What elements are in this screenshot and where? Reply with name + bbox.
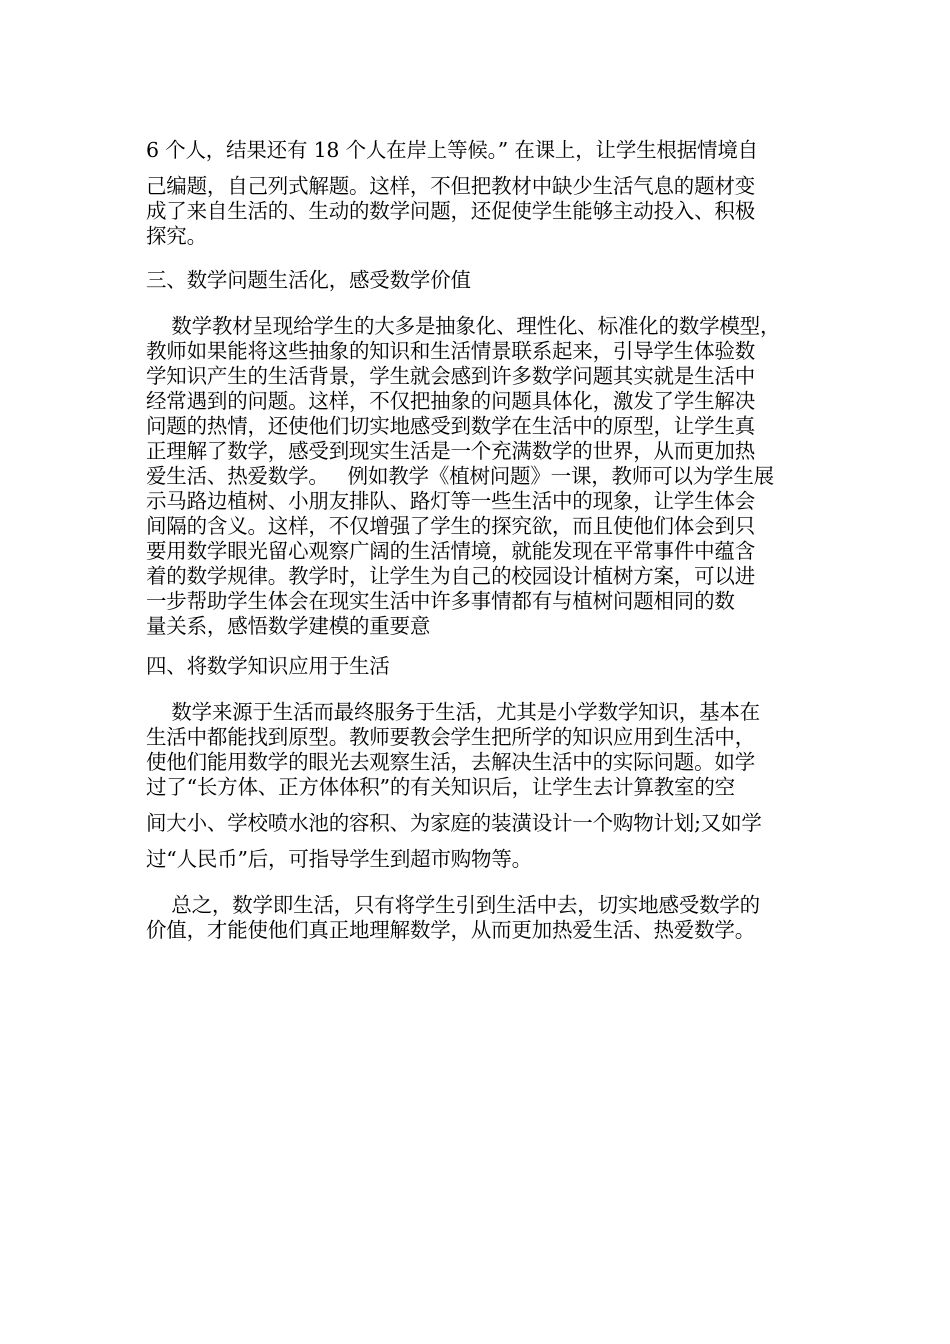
text-line: 经常遇到的问题。这样，不仅把抽象的问题具体化，激发了学生解决 (146, 389, 755, 413)
text-line: 成了来自生活的、生动的数学问题，还促使学生能够主动投入、积极 (146, 199, 755, 223)
section-heading-four (146, 654, 810, 679)
line-gap (146, 163, 810, 174)
text-line: 6 个人，结果还有 18 个人在岸上等候。” 在课上，让学生根据情境自 (146, 138, 758, 162)
text-line: 问题的热情，还使他们切实地感受到数学在生活中的原型，让学生真 (146, 414, 755, 438)
text-line: 教师如果能将这些抽象的知识和生活情景联系起来，引导学生体验数 (146, 339, 755, 363)
heading-text: 四、将数学知识应用于生活 (146, 654, 390, 678)
text-line: 过“人民币”后，可指导学生到超市购物等。 (146, 847, 532, 871)
text-line: 要用数学眼光留心观察广阔的生活情境，就能发现在平常事件中蕴含 (146, 539, 755, 563)
text-line: 生活中都能找到原型。教师要教会学生把所学的知识应用到生活中， (146, 725, 755, 749)
text-line: 数学教材呈现给学生的大多是抽象化、理性化、标准化的数学模型， (146, 314, 781, 338)
section-four-paragraph (146, 700, 810, 872)
text-line: 示马路边植树、小朋友排队、路灯等一些生活中的现象，让学生体会 (146, 489, 755, 513)
text-line: 使他们能用数学的眼光去观察生活，去解决生活中的实际问题。如学 (146, 750, 755, 774)
text-line: 间大小、学校喷水池的容积、为家庭的装潢设计一个购物计划;又如学 (146, 811, 762, 835)
intro-paragraph (146, 138, 810, 249)
text-line: 一步帮助学生体会在现实生活中许多事情都有与植树问题相同的数 (146, 589, 735, 613)
text-line: 过了“长方体、正方体体积”的有关知识后，让学生去计算教室的空 (146, 775, 735, 799)
text-line: 正理解了数学，感受到现实生活是一个充满数学的世界，从而更加热 (146, 439, 755, 463)
text-line: 总之，数学即生活，只有将学生引到生活中去，切实地感受数学的 (146, 893, 760, 917)
line-gap (146, 800, 810, 811)
text-line: 量关系，感悟数学建模的重要意 (146, 614, 431, 638)
text-line: 学知识产生的生活背景，学生就会感到许多数学问题其实就是生活中 (146, 364, 755, 388)
text-line: 间隔的含义。这样，不仅增强了学生的探究欲，而且使他们体会到只 (146, 514, 755, 538)
heading-text: 三、数学问题生活化，感受数学价值 (146, 268, 471, 292)
line-gap (146, 836, 810, 847)
text-line: 探究。 (146, 224, 207, 248)
text-line: 己编题，自己列式解题。这样，不但把教材中缺少生活气息的题材变 (146, 174, 755, 198)
conclusion-paragraph (146, 893, 810, 943)
text-line: 价值，才能使他们真正地理解数学，从而更加热爱生活、热爱数学。 (146, 918, 755, 942)
text-line: 爱生活、热爱数学。 例如教学《植树问题》一课，教师可以为学生展 (146, 464, 774, 488)
section-heading-three (146, 268, 810, 293)
section-three-paragraph (146, 314, 810, 639)
text-line: 着的数学规律。教学时，让学生为自己的校园设计植树方案，可以进 (146, 564, 755, 588)
text-line: 数学来源于生活而最终服务于生活，尤其是小学数学知识，基本在 (146, 700, 760, 724)
